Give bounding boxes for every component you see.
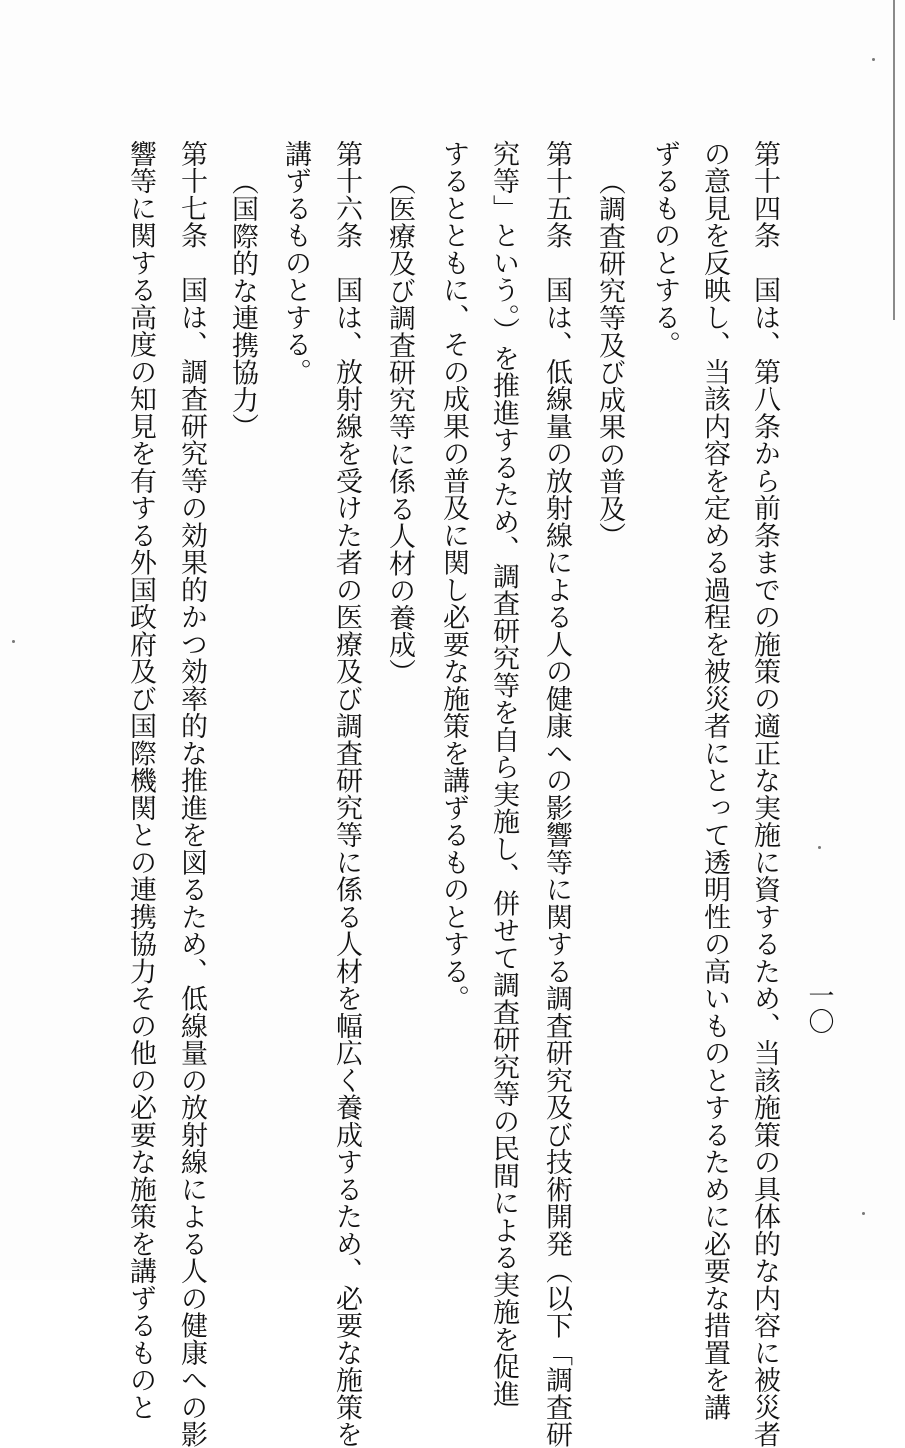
scan-speck bbox=[12, 640, 15, 643]
article-16-line-2: 講ずるものとする。 bbox=[280, 140, 311, 386]
article-17-line-2: 響等に関する高度の知見を有する外国政府及び国際機関との連携協力その他の必要な施策を講ずるものと bbox=[125, 140, 156, 1421]
heading-international-cooperation: （国際的な連携協力） bbox=[227, 168, 258, 441]
scan-speck bbox=[872, 58, 875, 61]
binding-edge-line bbox=[893, 0, 895, 320]
article-15-line-2: 究等」という。）を推進するため、調査研究等を自ら実施し、併せて調査研究等の民間による実施を促進 bbox=[488, 140, 519, 1408]
article-17-line-1: 第十七条 国は、調査研究等の効果的かつ効率的な推進を図るため、低線量の放射線による人の健康への影 bbox=[176, 140, 207, 1448]
heading-personnel-training: （医療及び調査研究等に係る人材の養成） bbox=[384, 168, 415, 686]
article-14-line-1: 第十四条 国は、第八条から前条までの施策の適正な実施に資するため、当該施策の具体的な内容に被災者 bbox=[749, 140, 780, 1448]
scan-speck bbox=[862, 1212, 865, 1215]
article-16-line-1: 第十六条 国は、放射線を受けた者の医療及び調査研究等に係る人材を幅広く養成するため、必要な施策を bbox=[331, 140, 362, 1448]
scan-speck bbox=[818, 846, 821, 849]
page-number: 一〇 bbox=[804, 982, 834, 1034]
heading-research-dissemination: （調査研究等及び成果の普及） bbox=[594, 168, 625, 550]
article-15-line-3: するとともに、その成果の普及に関し必要な施策を講ずるものとする。 bbox=[438, 140, 469, 1012]
article-15-line-1: 第十五条 国は、低線量の放射線による人の健康への影響等に関する調査研究及び技術開発（以下「調査研 bbox=[541, 140, 572, 1448]
article-14-line-3: ずるものとする。 bbox=[649, 140, 680, 358]
article-14-line-2: の意見を反映し、当該内容を定める過程を被災者にとって透明性の高いものとするために必要な措置を講 bbox=[699, 140, 730, 1421]
